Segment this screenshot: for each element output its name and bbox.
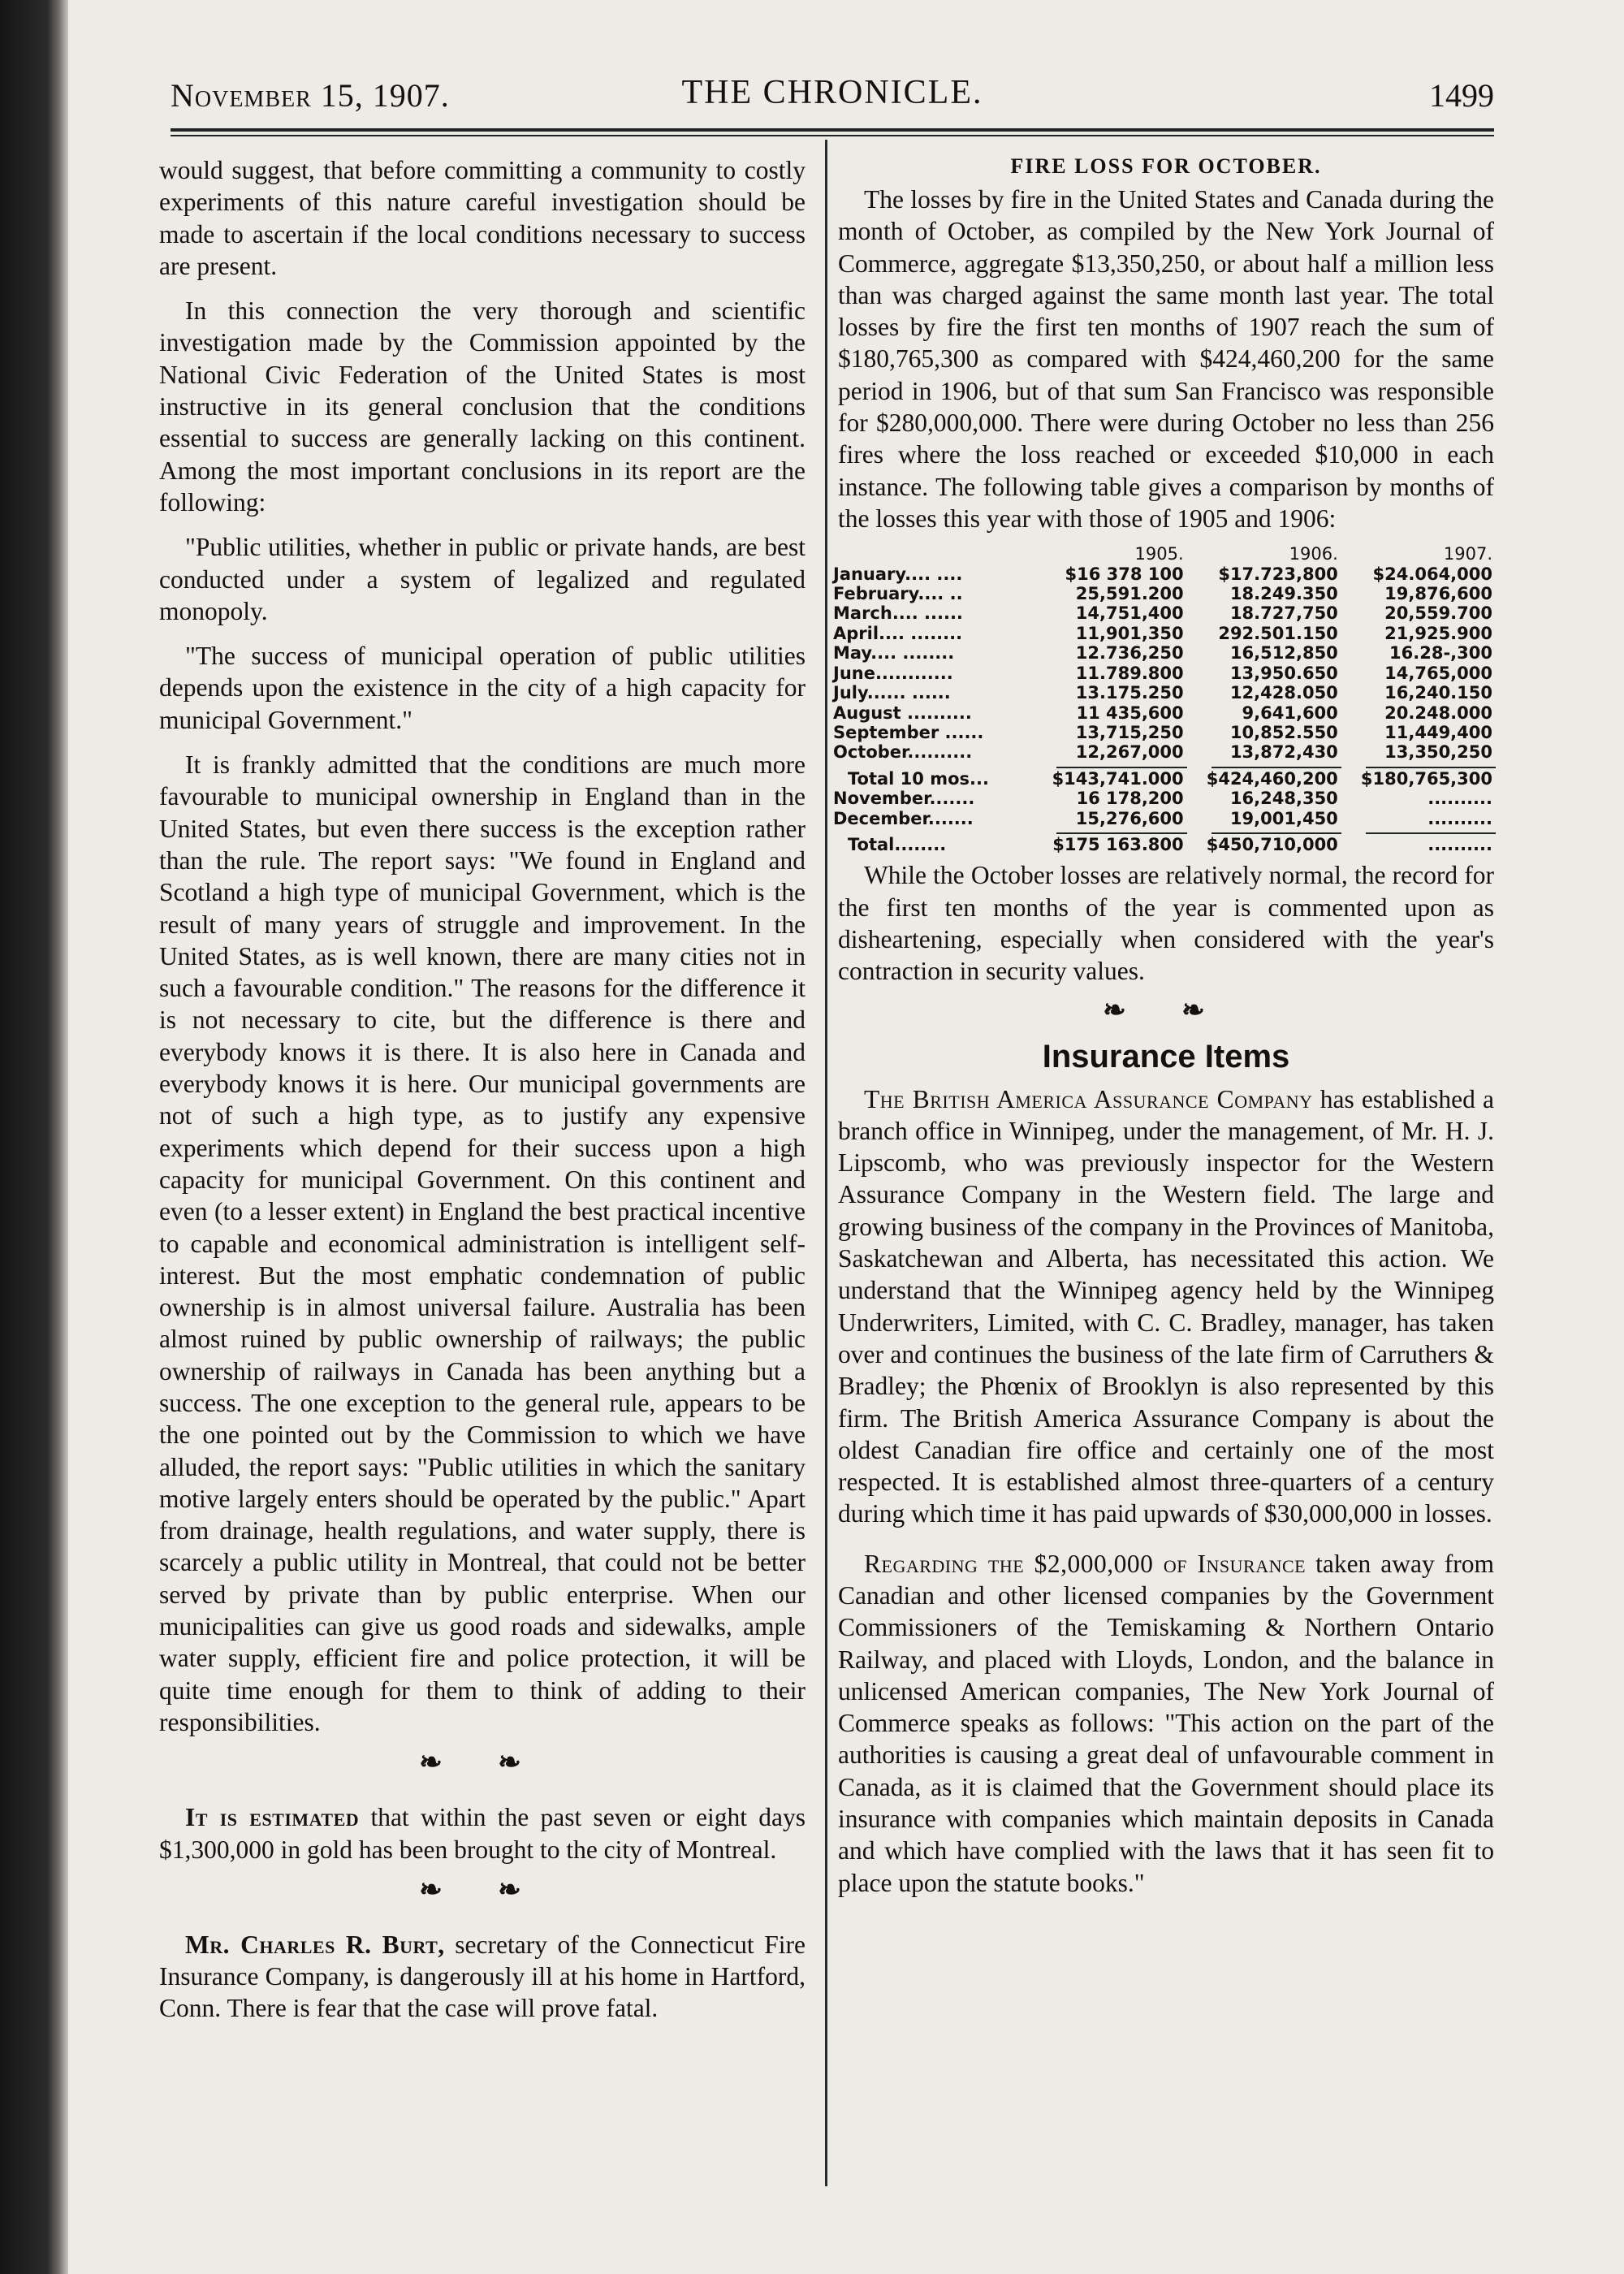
value-cell: 11,901,350 (1075, 623, 1184, 643)
header-rule-thin (171, 135, 1494, 136)
month-cell: August .......... (833, 703, 972, 723)
month-cell: April.... ........ (833, 623, 963, 643)
left-column (159, 154, 806, 2025)
value-cell: 12,428.050 (1229, 683, 1338, 703)
paragraph-england-comparison: It is frankly admitted that the conditions are much more favourable to municipal ownership in England than in the United States, but even there success is the exception rather than the rule. The report says: "We found in England and Scotland a high type of municipal Government, which is the result of many years of struggle and improvement. In the United States, as is well known, there are many cities not in such a favourable condition." The reasons for the difference it is not necessary to cite, but the difference is there and everybody knows it is there. It is also here in Canada and everybody knows it is here. Our municipal governments are not of such a high type, as to justify any expensive experiments which depend for their success upon a high capacity for municipal Government. On this continent and even (to a lesser extent) in England the best practical incentive to capable and economical administration is intelligent self-interest. But the most emphatic condemnation of public ownership is in almost universal failure. Australia has been almost ruined by public ownership of railways; the public ownership of railways in Canada has been anything but a success. The one exception to the general rule, appears to be the one pointed out by the Commission to which we have alluded, the report says: "Public utilities in which the sanitary motive largely enters should be operated by the public." Apart from drainage, health regulations, and water supply, there is scarcely a public utility in Montreal, that could not be better served by private than by public enterprise. When our municipalities can give us good roads and sidewalks, ample water supply, efficient fire and police protection, it will be quite time enough for them to think of adding to their responsibilities. (159, 750, 806, 1736)
header-rule-thick (171, 128, 1494, 132)
table-header-row (833, 544, 1496, 564)
value-cell: 20,559.700 (1384, 603, 1492, 624)
value-cell: $143,741.000 (1052, 768, 1184, 789)
value-cell: $17.723,800 (1218, 564, 1338, 584)
month-cell: May.... ........ (833, 643, 955, 664)
ornament-divider: ❧ ❧ (419, 1874, 546, 1905)
value-cell: 15,276,600 (1075, 808, 1184, 828)
fire-loss-intro: The losses by fire in the United States and Canada during the month of October, as compiled by the New York Journal of Commerce, aggregate $13,350,250, or about half a million less than was charged against the same month last year. The total losses by fire the first ten months of 1907 reach the sum of $180,765,300 as compared with $424,460,200 for the same period in 1906, but of that sum San Francisco was responsible for $280,000,000. There were during October no less than 256 fires where the loss reached or exceeded $10,000 in each instance. The following table gives a comparison by months of the losses this year with those of 1905 and 1906: (838, 185, 1494, 533)
table-row-december (833, 809, 1496, 828)
value-cell: $180,765,300 (1360, 768, 1492, 789)
item-body: secretary of the Connecticut Fire Insurance Company, is dangerously ill at his home in Hartford, Conn. There is fear that the case will prove fatal. (159, 1930, 806, 2023)
month-cell: October.......... (833, 742, 973, 763)
value-cell: 16,240.150 (1384, 683, 1492, 703)
month-cell: January.... .... (833, 564, 963, 584)
value-cell: 16 178,200 (1076, 789, 1184, 809)
table-row (833, 683, 1496, 703)
publication-title: THE CHRONICLE. (681, 74, 983, 111)
table-row (833, 584, 1496, 603)
month-cell: February.... .. (833, 584, 963, 604)
table-row (833, 664, 1496, 683)
value-cell: $175 163.800 (1052, 834, 1184, 854)
page-header (171, 71, 1494, 120)
value-cell: .......... (1427, 834, 1492, 854)
table-row (833, 742, 1496, 762)
value-cell: 13,350,250 (1384, 742, 1492, 763)
value-cell: 25,591.200 (1075, 584, 1184, 604)
item-british-america (838, 1083, 1494, 1530)
value-cell: 13,872,430 (1229, 742, 1338, 763)
item-body: that within the past seven or eight days $1,300,000 in gold has been brought to the city of Montreal. (159, 1803, 806, 1864)
year-header: 1905. (1134, 544, 1184, 564)
month-cell: Total 10 mos... (848, 768, 989, 789)
ornament-divider: ❧ ❧ (419, 1748, 546, 1779)
value-cell: $424,460,200 (1206, 768, 1338, 789)
item-charles-burt (159, 1929, 806, 2025)
year-header: 1906. (1289, 544, 1338, 564)
value-cell: 16,512,850 (1229, 643, 1338, 664)
item-gold-montreal (159, 1801, 806, 1865)
value-cell: $450,710,000 (1206, 834, 1338, 854)
value-cell: 12.736,250 (1075, 643, 1184, 664)
page-number: 1499 (1429, 77, 1494, 114)
value-cell: 21,925.900 (1384, 623, 1492, 643)
column-divider (825, 140, 827, 2186)
table-row (833, 564, 1496, 584)
value-cell: 11 435,600 (1076, 703, 1184, 723)
value-cell: 13,715,250 (1075, 722, 1184, 742)
value-cell: 19,876,600 (1384, 584, 1492, 604)
table-sum-rule (833, 828, 1496, 835)
value-cell: 292.501.150 (1218, 623, 1338, 643)
table-sum-rule (833, 763, 1496, 769)
item-temiskaming-insurance (838, 1548, 1494, 1899)
value-cell: 11,449,400 (1384, 722, 1492, 742)
item-lead: Mr. Charles R. Burt, (185, 1930, 445, 1959)
table-row-grand-total (833, 835, 1496, 854)
value-cell: 14,751,400 (1075, 603, 1184, 624)
item-body: taken away from Canadian and other licensed companies by the Government Commissioners of the Temiskaming & Northern Ontario Railway, and placed with Lloyds, London, and the balance in unlicensed American companies, The New York Journal of Commerce speaks as follows: "This action on the part of the authorities is causing a great deal of unfavourable comment in Canada, as it is claimed that the Government should place its insurance with companies which maintain deposits in Canada and which have complied with the laws that it has seen fit to place upon the statute books." (838, 1549, 1494, 1897)
table-row (833, 624, 1496, 643)
issue-date: November 15, 1907. (171, 77, 450, 114)
value-cell: 20.248.000 (1384, 703, 1492, 723)
table-row (833, 603, 1496, 623)
value-cell: 19,001,450 (1229, 808, 1338, 828)
value-cell: 12,267,000 (1075, 742, 1184, 763)
value-cell: 18.249.350 (1229, 584, 1338, 604)
value-cell: .......... (1427, 808, 1492, 828)
value-cell: 18.727,750 (1229, 603, 1338, 624)
month-cell: September ...... (833, 722, 984, 742)
quote-municipal-operation: "The success of municipal operation of public utilities depends upon the existence in the city of a high capacity for municipal Government." (159, 642, 806, 734)
value-cell: 16,248,350 (1229, 789, 1338, 809)
ornament-divider: ❧ ❧ (1103, 995, 1229, 1026)
paragraph-continuation: would suggest, that before committing a community to costly experiments of this nature careful investigation should be made to ascertain if the local conditions necessary to success are present. (159, 156, 806, 280)
table-row-total-10-months (833, 769, 1496, 789)
value-cell: .......... (1427, 789, 1492, 809)
table-row (833, 643, 1496, 663)
year-header: 1907. (1443, 544, 1492, 564)
right-column (833, 153, 1495, 1899)
item-lead: Regarding the $2,000,000 of Insurance (864, 1549, 1307, 1578)
value-cell: 11.789.800 (1075, 663, 1184, 683)
value-cell: 16.28-,300 (1389, 643, 1492, 664)
scan-binding-edge (0, 0, 68, 2274)
value-cell: 10,852.550 (1229, 722, 1338, 742)
value-cell: 13.175.250 (1075, 683, 1184, 703)
table-row (833, 703, 1496, 723)
table-row-november (833, 789, 1496, 808)
item-lead: It is estimated (185, 1803, 360, 1832)
table-row (833, 723, 1496, 742)
item-lead: The British America Assurance Company (864, 1084, 1313, 1113)
month-cell: June............ (833, 663, 953, 683)
value-cell: $24.064,000 (1372, 564, 1492, 584)
month-cell: Total........ (848, 834, 947, 854)
item-body: has established a branch office in Winnipeg, under the management, of Mr. H. J. Lipscomb, who was previously inspector for the Western Assurance Company in the Western field. The large and growing business of the company in the Provinces of Manitoba, Saskatchewan and Alberta, has necessitated this action. We understand that the Winnipeg agency held by the Winnipeg Underwriters, Limited, with C. C. Bradley, manager, has taken over and continues the business of the late firm of Carruthers & Bradley; the Phœnix of Brooklyn is also represented by this firm. The British America Assurance Company is about the oldest Canadian fire office and certainly one of the most respected. It is established almost three-quarters of a century during which time it has paid upwards of $30,000,000 in losses. (838, 1084, 1495, 1528)
paragraph-commission: In this connection the very thorough and scientific investigation made by the Commission appointed by the National Civic Federation of the United States is most instructive in its general conclusion that the conditions essential to success are generally lacking on this continent. Among the most important conclusions in its report are the following: (159, 296, 806, 517)
value-cell: $16 378 100 (1065, 564, 1184, 584)
insurance-items-heading: Insurance Items (1042, 1038, 1290, 1074)
fire-loss-table (833, 544, 1496, 854)
fire-loss-after: While the October losses are relatively normal, the record for the first ten months of the year is commented upon as disheartening, especially when considered with the year's contraction in security values. (838, 861, 1494, 986)
value-cell: 14,765,000 (1384, 663, 1492, 683)
month-cell: March.... ...... (833, 603, 963, 624)
month-cell: July...... ...... (833, 683, 951, 703)
month-cell: November....... (833, 789, 975, 809)
quote-public-utilities: "Public utilities, whether in public or private hands, are best conducted under a system of legalized and regulated monopoly. (159, 533, 806, 625)
value-cell: 13,950.650 (1229, 663, 1338, 683)
value-cell: 9,641,600 (1242, 703, 1338, 723)
month-cell: December....... (833, 808, 974, 828)
fire-loss-heading: FIRE LOSS FOR OCTOBER. (1010, 154, 1322, 178)
